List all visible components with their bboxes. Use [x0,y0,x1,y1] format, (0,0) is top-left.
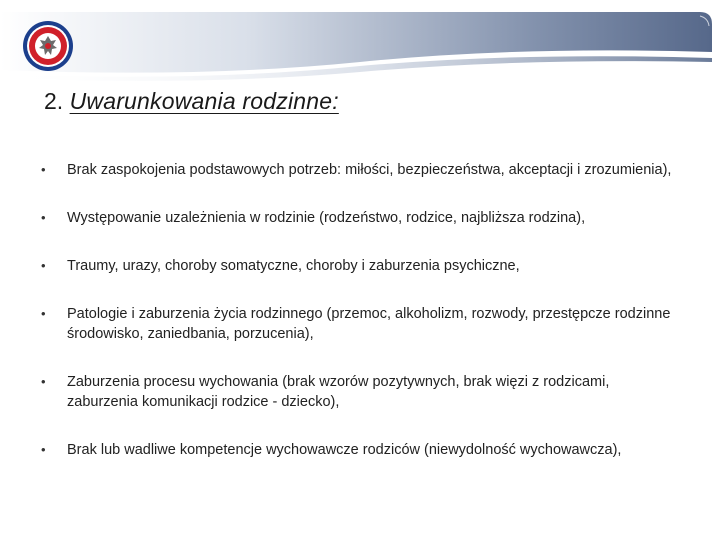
header-band [0,0,720,88]
list-item [40,256,680,276]
list-item [40,440,680,460]
list-item [40,304,680,344]
bullet-icon: • [41,162,46,177]
list-item-text: Zaburzenia procesu wychowania (brak wzorów pozytywnych, brak więzi z rodzicami, zaburzenia komunikacji rodzice - dziecko), [67,374,610,410]
title-text: Uwarunkowania rodzinne: [69,88,339,114]
bullet-icon: • [41,210,46,225]
title-number: 2. [44,88,64,114]
header-wave [0,0,720,88]
list-item [40,208,680,228]
slide-title [44,88,339,115]
bullet-icon: • [41,374,46,389]
bullet-list [40,160,680,460]
list-item [40,160,680,180]
list-item-text: Traumy, urazy, choroby somatyczne, choroby i zaburzenia psychiczne, [67,258,520,274]
police-emblem-icon [22,20,74,72]
list-item-text: Brak zaspokojenia podstawowych potrzeb: miłości, bezpieczeństwa, akceptacji i zrozumienia), [67,162,672,178]
bullet-icon: • [41,306,46,321]
list-item-text: Brak lub wadliwe kompetencje wychowawcze rodziców (niewydolność wychowawcza), [67,442,622,458]
list-item-text: Występowanie uzależnienia w rodzinie (rodzeństwo, rodzice, najbliższa rodzina), [67,210,586,226]
bullet-icon: • [41,442,46,457]
list-item-text: Patologie i zaburzenia życia rodzinnego (przemoc, alkoholizm, rozwody, przestępcze rodzinne środowisko, zaniedbania, porzucenia), [67,306,671,342]
list-item [40,372,680,412]
bullet-icon: • [41,258,46,273]
